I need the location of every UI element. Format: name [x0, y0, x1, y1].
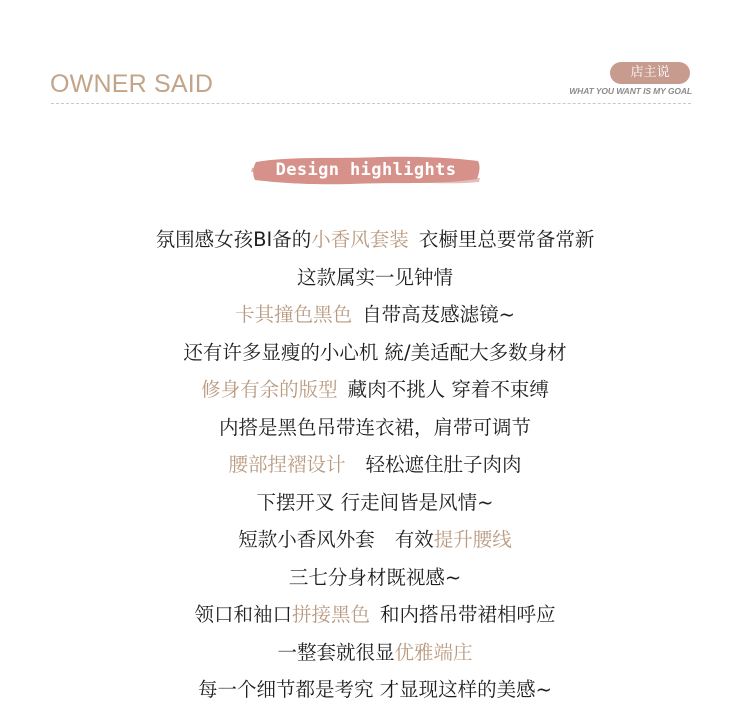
dashed-divider	[51, 103, 691, 104]
description-line	[0, 371, 750, 409]
line-text: 这款属实一见钟情	[296, 265, 453, 289]
description-line	[0, 221, 750, 259]
line-text: 领口和袖口	[194, 603, 292, 626]
design-highlights-banner	[250, 152, 482, 188]
line-text: 和内搭吊带裙相呼应	[380, 603, 556, 626]
line-text: 每一个细节都是考究 才显现这样的美感~	[197, 678, 553, 701]
line-text: 三七分身材既视感~	[288, 565, 462, 589]
owner-said-title: OWNER SAID	[50, 70, 214, 98]
line-accent: 卡其撞色黑色	[235, 303, 353, 326]
section-title: Design highlights	[275, 160, 457, 180]
line-text: 藏肉不挑人 穿着不束缚	[347, 378, 549, 401]
header	[0, 0, 750, 110]
line-text: 内搭是黑色吊带连衣裙，肩带可调节	[218, 415, 531, 439]
line-text: 一整套就很显	[277, 640, 395, 664]
line-text: 短款小香风外套	[238, 528, 375, 551]
description-lines	[0, 221, 750, 709]
line-accent: 提升腰线	[433, 528, 512, 551]
line-text: 还有许多显瘦的小心机 統/美适配大多数身材	[183, 340, 567, 364]
description-line	[0, 334, 750, 372]
description-line	[0, 596, 750, 634]
description-line	[0, 671, 750, 709]
line-accent: 拼接黑色	[291, 603, 370, 626]
line-text: 下摆开叉 行走间皆是风情~	[256, 490, 494, 514]
description-line	[0, 259, 750, 297]
line-text: 自带高芨感滤镜~	[362, 303, 515, 326]
line-accent: 小香风套装	[311, 228, 409, 251]
description-line	[0, 521, 750, 559]
description-line	[0, 484, 750, 522]
line-accent: 腰部捏褶设计	[228, 453, 346, 476]
description-line	[0, 634, 750, 672]
line-text: 有效	[394, 528, 434, 551]
description-line	[0, 296, 750, 334]
description-line	[0, 559, 750, 597]
line-accent: 修身有余的版型	[201, 378, 338, 401]
description-line	[0, 446, 750, 484]
line-accent: 优雅端庄	[394, 640, 473, 664]
line-text: 轻松遮住肚子肉肉	[365, 453, 522, 476]
shop-owner-badge: 店主说	[610, 62, 690, 84]
line-text: 衣橱里总要常备常新	[418, 228, 595, 251]
tagline: WHAT YOU WANT IS MY GOAL	[569, 86, 692, 96]
description-line	[0, 409, 750, 447]
line-text: 氛围感女孩BI备的	[155, 228, 312, 251]
